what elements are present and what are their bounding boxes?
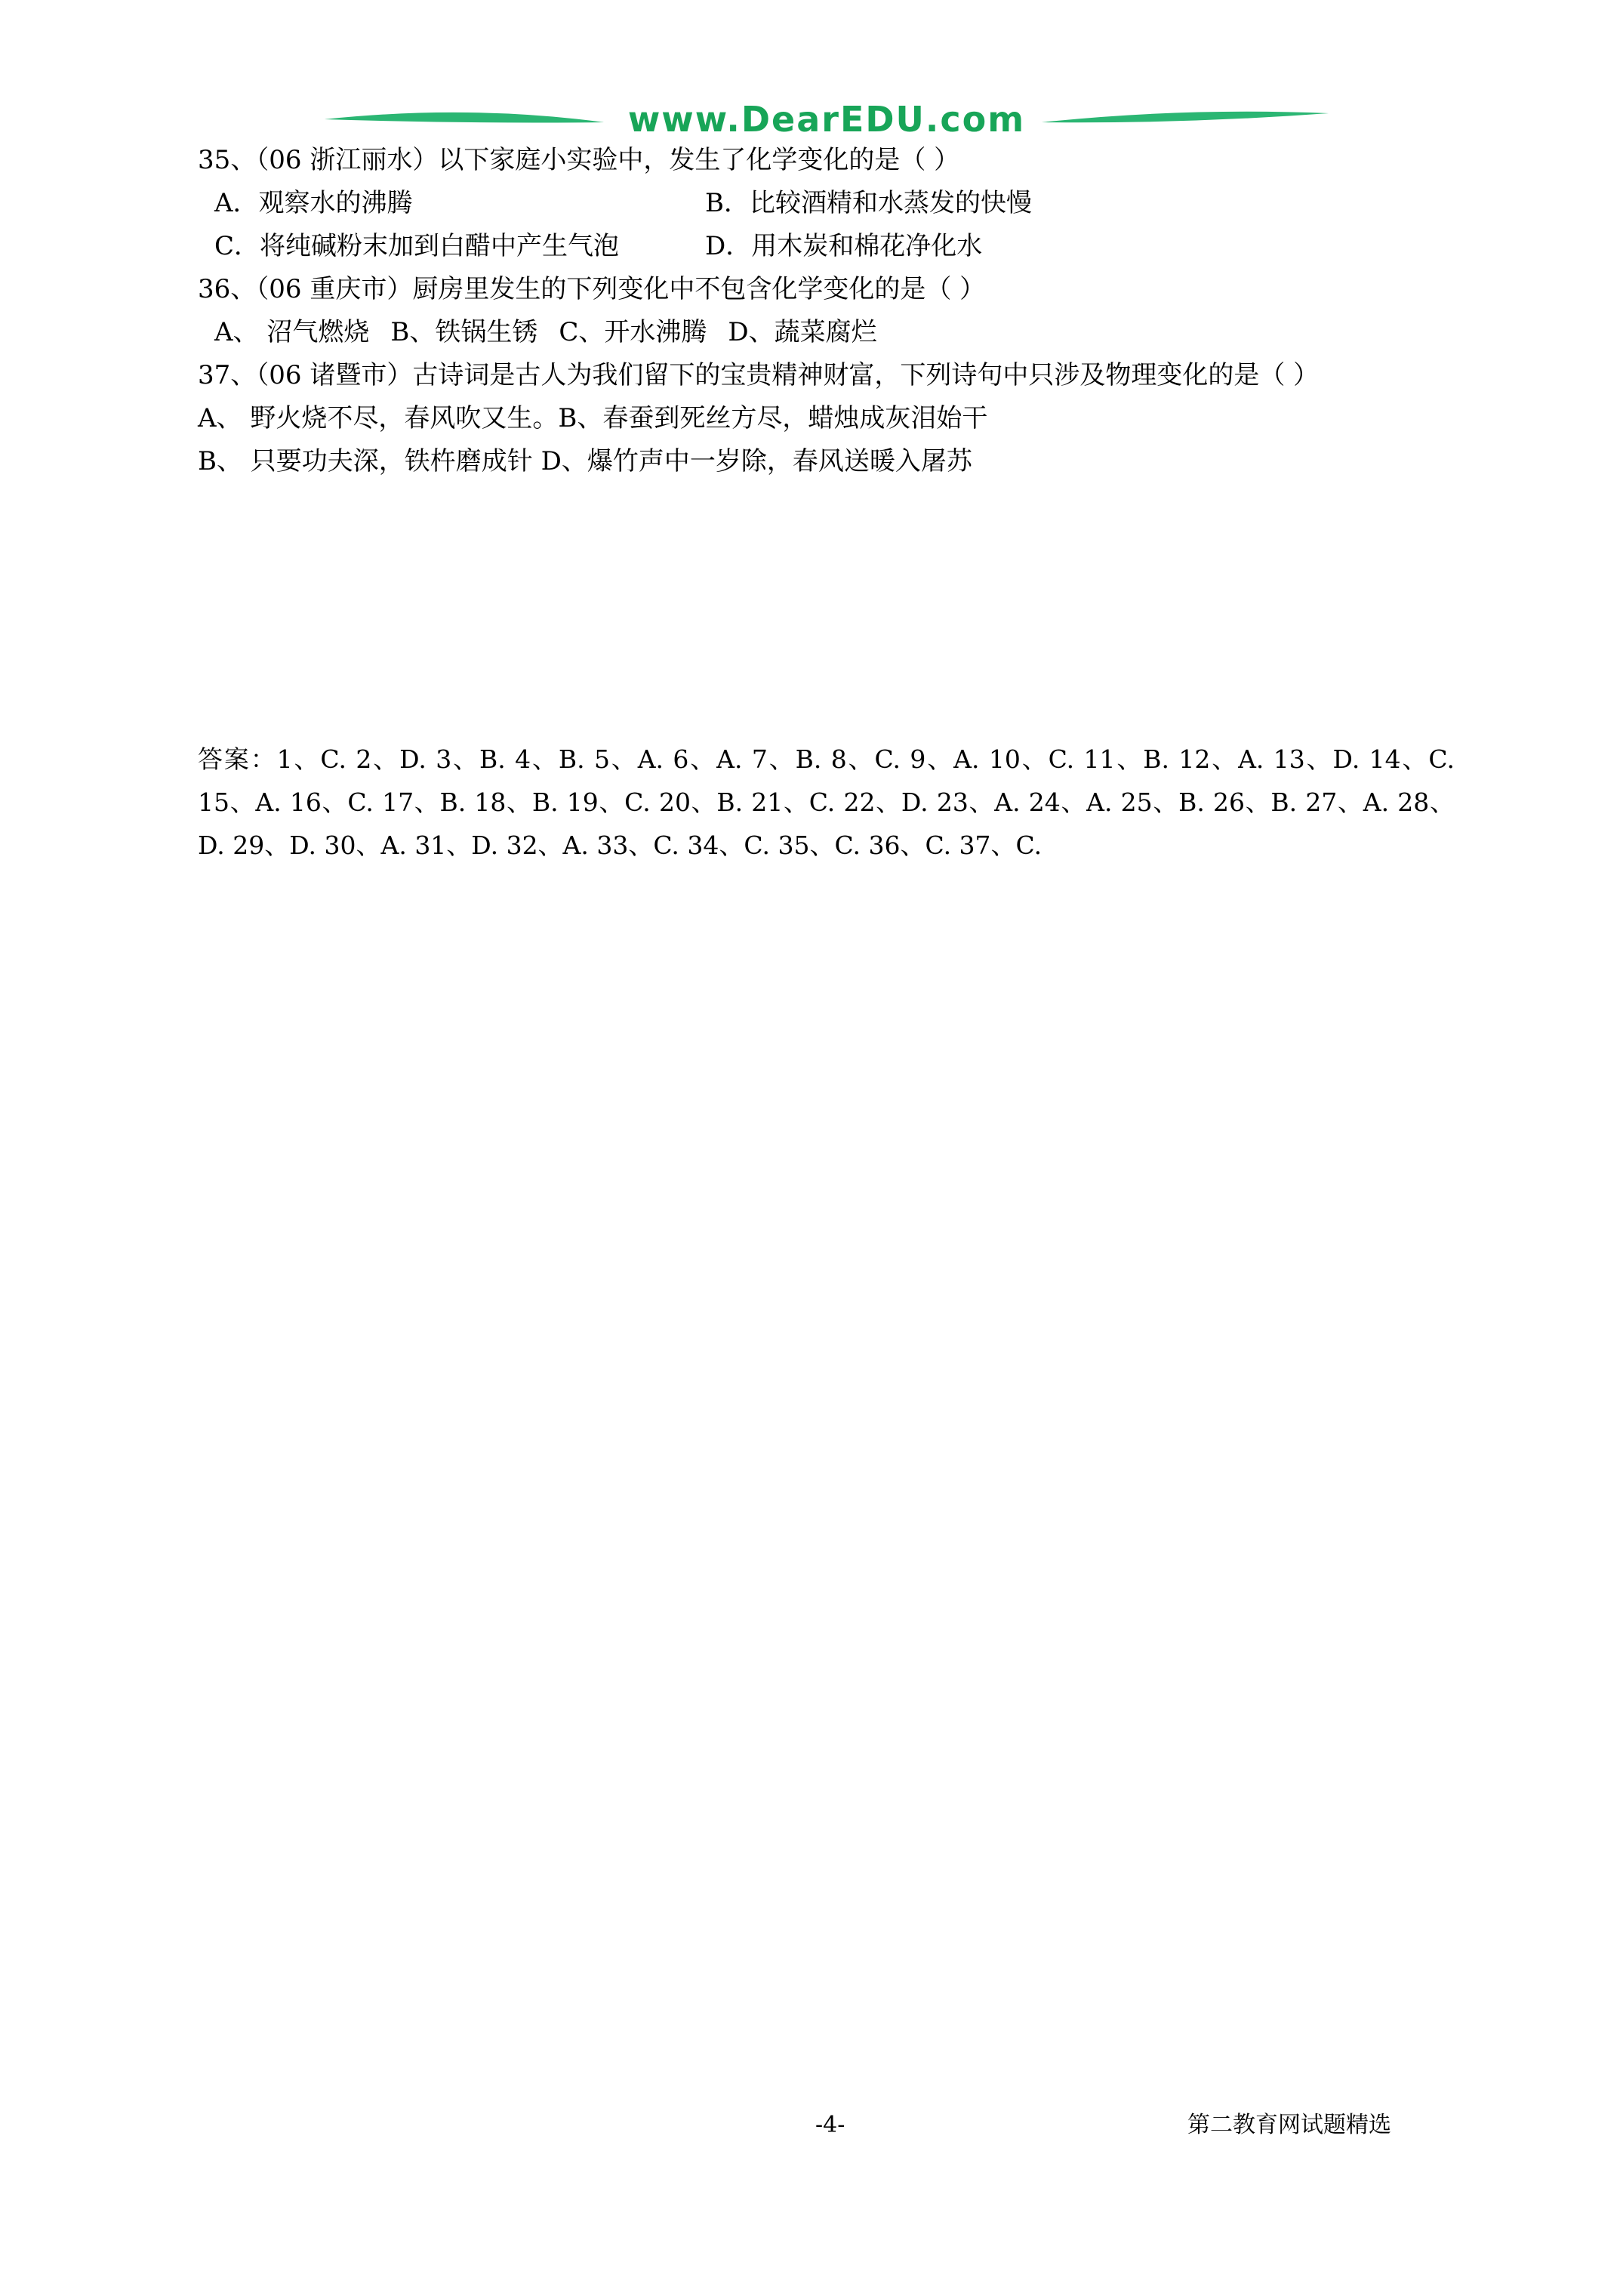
answer-key: 答案：1、C. 2、D. 3、B. 4、B. 5、A. 6、A. 7、B. 8、C. 9、A. 10、C. 11、B. 12、A. 13、D. 14、C. 15、A. 16、C. 17、B. 18、B. 19、C. 20、B. 21、C. 22、D. 23、A. 24、A. 25、B. 26、B. 27、A. 28、D. 29、D. 30、A. 31、D. 32、A. 33、C. 34、C. 35、C. 36、C. 37、C. — [198, 744, 1455, 860]
logo-text: www.DearEDU.com — [627, 99, 1026, 140]
option-row: A、 野火烧不尽，春风吹又生。B、春蚕到死丝方尽，蜡烛成灰泪始干 — [198, 403, 988, 433]
option: A、 沼气燃烧 — [214, 317, 370, 347]
option: D．用木炭和棉花净化水 — [705, 231, 983, 261]
question-stem: 36、（06 重庆市）厨房里发生的下列变化中不包含化学变化的是（ ） — [198, 274, 986, 304]
option-row — [198, 225, 1451, 268]
page-number: -4- — [815, 2112, 845, 2138]
question-list — [198, 139, 1451, 483]
option-row: B、 只要功夫深，铁杵磨成针 D、爆竹声中一岁除，春风送暖入屠苏 — [198, 446, 972, 476]
question-stem: 37、（06 诸暨市）古诗词是古人为我们留下的宝贵精神财富，下列诗句中只涉及物理变化的是（ ） — [198, 360, 1320, 390]
option-row — [198, 182, 1451, 225]
option: B、铁锅生锈 — [390, 317, 538, 347]
option: D、蔬菜腐烂 — [728, 317, 877, 347]
footer-brand: 第二教育网试题精选 — [1187, 2112, 1391, 2138]
option: A．观察水的沸腾 — [214, 188, 413, 218]
option: C、开水沸腾 — [559, 317, 707, 347]
question-stem: 35、（06 浙江丽水）以下家庭小实验中，发生了化学变化的是（ ） — [198, 145, 960, 175]
option-row — [198, 311, 1451, 354]
option: B．比较酒精和水蒸发的快慢 — [705, 188, 1032, 218]
option: C．将纯碱粉末加到白醋中产生气泡 — [214, 231, 620, 261]
